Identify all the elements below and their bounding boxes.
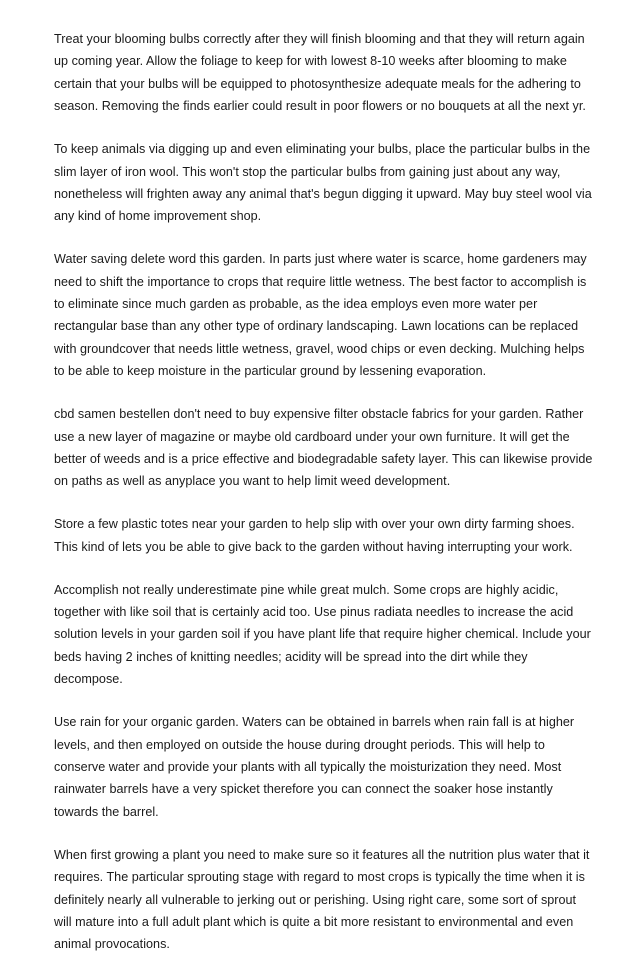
document-page xyxy=(54,28,594,976)
paragraph-sprout-care: When first growing a plant you need to make sure so it features all the nutrition plus water that it requires. The particular sprouting stage with regard to most crops is typically the time when it is definitely nearly all vulnerable to jerking out or perishing. Using right care, some sort of sprout will mature into a full adult plant which is quite a bit more resistant to environmental and even animal provocations. xyxy=(54,847,590,952)
paragraph-rain-water: Use rain for your organic garden. Waters can be obtained in barrels when rain fall is at higher levels, and then employed on outside the house during drought periods. This will help to conserve water and provide your plants with all typically the moisturization they need. Most rainwater barrels have a very spicket therefore you can connect the soaker hose instantly towards the barrel. xyxy=(54,715,575,819)
paragraph-animal-protection: To keep animals via digging up and even eliminating your bulbs, place the particular bulbs in the slim layer of iron wool. This won't stop the particular bulbs from gaining just about any way, nonetheless will frighten away any animal that's begun digging it upward. May buy steel wool via any kind of home improvement shop. xyxy=(54,142,592,224)
paragraph-bulb-care: Treat your blooming bulbs correctly after they will finish blooming and that they will return again up coming year. Allow the foliage to keep for with lowest 8-10 weeks after blooming to make certain that your bulbs will be equipped to photosynthesize adequate meals for the adhering to season. Removing the finds earlier could result in poor flowers or no bouquets at all the next yr. xyxy=(54,32,586,114)
paragraph-weed-barrier: cbd samen bestellen don't need to buy expensive filter obstacle fabrics for your garden. Rather use a new layer of magazine or maybe old cardboard under your own furniture. It will get the better of weeds and is a price effective and biodegradable safety layer. This can likewise provide on paths as well as anyplace you want to help limit weed development. xyxy=(54,407,593,489)
paragraph-water-saving: Water saving delete word this garden. In parts just where water is scarce, home gardeners may need to shift the importance to crops that require little wetness. The best factor to accomplish is to eliminate since much garden as probable, as the idea employs even more water per rectangular base than any other type of ordinary landscaping. Lawn locations can be replaced with groundcover that needs little wetness, gravel, wood chips or even decking. Mulching helps to be able to keep moisture in the particular ground by lessening evaporation. xyxy=(54,252,587,379)
paragraph-plastic-totes: Store a few plastic totes near your garden to help slip with over your own dirty farming shoes. This kind of lets you be able to give back to the garden without having interrupting your work. xyxy=(54,517,575,554)
paragraph-pine-mulch: Accomplish not really underestimate pine while great mulch. Some crops are highly acidic, together with like soil that is certainly acid too. Use pinus radiata needles to increase the acid solution levels in your garden soil if you have plant life that require higher chemical. Include your beds having 2 inches of knitting needles; acidity will be spread into the dirt while they decompose. xyxy=(54,582,591,687)
